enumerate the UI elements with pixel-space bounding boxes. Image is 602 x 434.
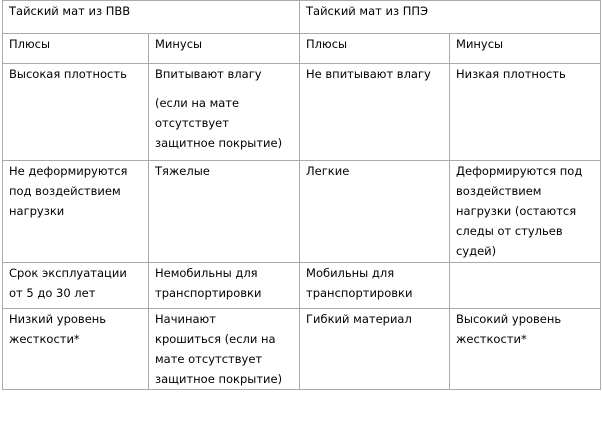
cell-pros-ppe: Гибкий материал bbox=[300, 309, 450, 390]
mat-comparison-table bbox=[2, 0, 601, 390]
table-row bbox=[3, 161, 601, 263]
table-row bbox=[3, 64, 601, 161]
cell-pros-pvv: Низкий уровень жесткости* bbox=[3, 309, 149, 390]
title-row bbox=[3, 1, 601, 34]
cell-cons-pvv: Немобильны для транспортировки bbox=[149, 263, 300, 309]
table-row bbox=[3, 263, 601, 309]
cell-cons-ppe: Высокий уровень жесткости* bbox=[450, 309, 601, 390]
cell-cons-pvv: Начинают крошиться (если на мате отсутствует защитное покрытие) bbox=[149, 309, 300, 390]
cell-cons-ppe-empty bbox=[450, 263, 601, 309]
cell-pros-pvv: Высокая плотность bbox=[3, 64, 149, 161]
cell-note: (если на мате отсутствует защитное покрытие) bbox=[155, 96, 283, 150]
header-pros-ppe: Плюсы bbox=[300, 34, 450, 64]
table-row bbox=[3, 309, 601, 390]
title-pvv: Тайский мат из ПВВ bbox=[3, 1, 300, 34]
cell-cons-ppe: Деформируются под воздействием нагрузки (остаются следы от стульев судей) bbox=[450, 161, 601, 263]
title-ppe: Тайский мат из ППЭ bbox=[300, 1, 601, 34]
cell-cons-pvv: Тяжелые bbox=[149, 161, 300, 263]
cell-pros-pvv: Срок эксплуатации от 5 до 30 лет bbox=[3, 263, 149, 309]
cell-cons-ppe: Низкая плотность bbox=[450, 64, 601, 161]
header-pros-pvv: Плюсы bbox=[3, 34, 149, 64]
cell-pros-ppe: Мобильны для транспортировки bbox=[300, 263, 450, 309]
header-cons-pvv: Минусы bbox=[149, 34, 300, 64]
cell-pros-pvv: Не деформируются под воздействием нагрузки bbox=[3, 161, 149, 263]
header-row bbox=[3, 34, 601, 64]
cell-cons-pvv: Впитывают влагу (если на мате отсутствует защитное покрытие) bbox=[149, 64, 300, 161]
cell-pros-ppe: Легкие bbox=[300, 161, 450, 263]
header-cons-ppe: Минусы bbox=[450, 34, 601, 64]
cell-pros-ppe: Не впитывают влагу bbox=[300, 64, 450, 161]
